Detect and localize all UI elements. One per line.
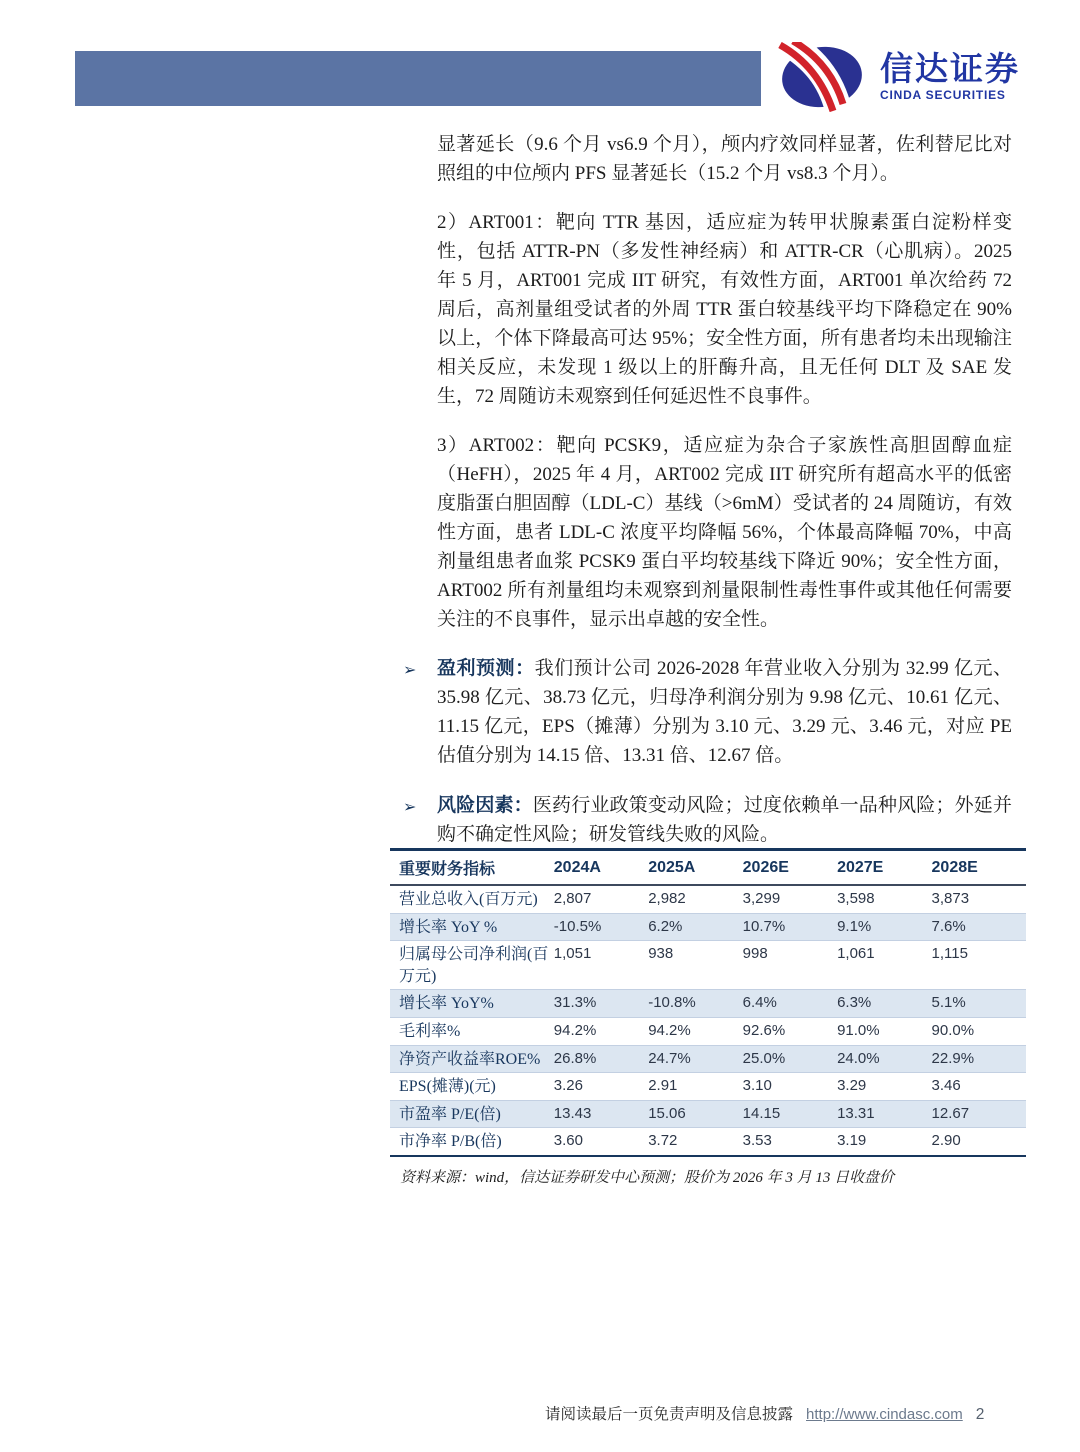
- footer-disclaimer: 请阅读最后一页免责声明及信息披露: [545, 1406, 794, 1423]
- cell-value: 1,051: [554, 941, 648, 990]
- bullet-profit-forecast: [403, 654, 1012, 770]
- cell-value: -10.8%: [648, 990, 742, 1018]
- cell-value: 2.90: [932, 1128, 1026, 1156]
- bullet-risk-factors: [403, 791, 1012, 849]
- table-row: [390, 1128, 1026, 1156]
- cell-value: 14.15: [743, 1100, 837, 1128]
- table-row: [390, 885, 1026, 913]
- table-row: [390, 1045, 1026, 1073]
- cell-value: 12.67: [932, 1100, 1026, 1128]
- paragraph-continuation: 显著延长（9.6 个月 vs6.9 个月），颅内疗效同样显著，佐利替尼比对照组的中位颅内 PFS 显著延长（15.2 个月 vs8.3 个月）。: [437, 134, 1012, 184]
- row-label: 增长率 YoY %: [390, 913, 554, 941]
- column-header: 2028E: [932, 850, 1026, 886]
- cell-value: -10.5%: [554, 913, 648, 941]
- cell-value: 2.91: [648, 1073, 742, 1101]
- cell-value: 9.1%: [837, 913, 931, 941]
- table-row: [390, 913, 1026, 941]
- row-label: 营业总收入(百万元): [390, 885, 554, 913]
- cell-value: 3.53: [743, 1128, 837, 1156]
- column-header: 2027E: [837, 850, 931, 886]
- cell-value: 91.0%: [837, 1017, 931, 1045]
- column-header: 2025A: [648, 850, 742, 886]
- cell-value: 94.2%: [648, 1017, 742, 1045]
- cell-value: 6.2%: [648, 913, 742, 941]
- cell-value: 3.29: [837, 1073, 931, 1101]
- table-row: [390, 1073, 1026, 1101]
- cell-value: 6.3%: [837, 990, 931, 1018]
- column-header: 2024A: [554, 850, 648, 886]
- table-row: [390, 1100, 1026, 1128]
- bullet-arrow-icon: ➢: [403, 660, 417, 679]
- column-header: 重要财务指标: [390, 850, 554, 886]
- cell-value: 94.2%: [554, 1017, 648, 1045]
- paragraph-art001: 2）ART001：靶向 TTR 基因，适应症为转甲状腺素蛋白淀粉样变性，包括 ATTR-PN（多发性神经病）和 ATTR-CR（心肌病）。2025 年 5 月，ART001 完成 IIT 研究，有效性方面，ART001 单次给药 72 周后，高剂量组受试者的外周 TTR 蛋白较基线平均下降稳定在 90%以上，个体下降最高可达 95%；安全性方面，所有患者均未出现输注相关反应，未发现 1 级以上的肝酶升高，且无任何 DLT 及 SAE 发生，72 周随访未观察到任何延迟性不良事件。: [437, 212, 1012, 407]
- footer-url-link[interactable]: http://www.cindasc.com: [806, 1406, 963, 1423]
- cell-value: 26.8%: [554, 1045, 648, 1073]
- brand-text: [880, 42, 1020, 102]
- row-label: 市盈率 P/E(倍): [390, 1100, 554, 1128]
- financial-table: [390, 848, 1026, 1157]
- table-row: [390, 941, 1026, 990]
- cell-value: 10.7%: [743, 913, 837, 941]
- financial-table-section: [390, 848, 1026, 1187]
- cinda-logo-icon: [774, 42, 866, 112]
- page-number: 2: [975, 1406, 985, 1423]
- cell-value: 3.26: [554, 1073, 648, 1101]
- cell-value: 7.6%: [932, 913, 1026, 941]
- cell-value: 13.31: [837, 1100, 931, 1128]
- cell-value: 3,299: [743, 885, 837, 913]
- cell-value: 5.1%: [932, 990, 1026, 1018]
- cell-value: 2,982: [648, 885, 742, 913]
- cell-value: 24.0%: [837, 1045, 931, 1073]
- cell-value: 998: [743, 941, 837, 990]
- cell-value: 22.9%: [932, 1045, 1026, 1073]
- cell-value: 90.0%: [932, 1017, 1026, 1045]
- bullet-arrow-icon: ➢: [403, 797, 417, 816]
- page-footer: [545, 1402, 984, 1424]
- bullet-lead: 盈利预测：: [437, 658, 535, 679]
- cell-value: 3.10: [743, 1073, 837, 1101]
- table-source-note: 资料来源：wind，信达证券研发中心预测；股价为 2026 年 3 月 13 日收盘价: [400, 1169, 895, 1186]
- row-label: 毛利率%: [390, 1017, 554, 1045]
- cell-value: 92.6%: [743, 1017, 837, 1045]
- cell-value: 3,598: [837, 885, 931, 913]
- cell-value: 24.7%: [648, 1045, 742, 1073]
- brand-name-cn: 信达证券: [880, 50, 1020, 87]
- row-label: 归属母公司净利润(百万元): [390, 941, 554, 990]
- cell-value: 3.19: [837, 1128, 931, 1156]
- cell-value: 2,807: [554, 885, 648, 913]
- row-label: EPS(摊薄)(元): [390, 1073, 554, 1101]
- cell-value: 938: [648, 941, 742, 990]
- column-header: 2026E: [743, 850, 837, 886]
- header-bar: [75, 51, 761, 106]
- cell-value: 13.43: [554, 1100, 648, 1128]
- cell-value: 15.06: [648, 1100, 742, 1128]
- cell-value: 3.46: [932, 1073, 1026, 1101]
- row-label: 净资产收益率ROE%: [390, 1045, 554, 1073]
- table-row: [390, 1017, 1026, 1045]
- bullet-lead: 风险因素：: [437, 795, 533, 816]
- cell-value: 6.4%: [743, 990, 837, 1018]
- paragraph-art002: 3）ART002：靶向 PCSK9，适应症为杂合子家族性高胆固醇血症（HeFH），2025 年 4 月，ART002 完成 IIT 研究所有超高水平的低密度脂蛋白胆固醇（LDL-C）基线（>6mM）受试者的 24 周随访，有效性方面，患者 LDL-C 浓度平均降幅 56%，个体最高降幅 70%，中高剂量组患者血浆 PCSK9 蛋白平均较基线下降近 90%；安全性方面，ART002 所有剂量组均未观察到剂量限制性毒性事件或其他任何需要关注的不良事件，显示出卓越的安全性。: [437, 435, 1012, 630]
- row-label: 市净率 P/B(倍): [390, 1128, 554, 1156]
- cell-value: 25.0%: [743, 1045, 837, 1073]
- table-header-row: [390, 850, 1026, 886]
- cell-value: 3,873: [932, 885, 1026, 913]
- bullet-text: 我们预计公司 2026-2028 年营业收入分别为 32.99 亿元、35.98 亿元、38.73 亿元，归母净利润分别为 9.98 亿元、10.61 亿元、11.15 亿元，EPS（摊薄）分别为 3.10 元、3.29 元、3.46 元，对应 PE 估值分别为 14.15 倍、13.31 倍、12.67 倍。: [437, 658, 1012, 766]
- brand-name-en: CINDA SECURITIES: [880, 88, 1006, 102]
- row-label: 增长率 YoY%: [390, 990, 554, 1018]
- cell-value: 3.60: [554, 1128, 648, 1156]
- table-row: [390, 990, 1026, 1018]
- cell-value: 3.72: [648, 1128, 742, 1156]
- bullet-text: 医药行业政策变动风险；过度依赖单一品种风险；外延并购不确定性风险；研发管线失败的风险。: [437, 795, 1012, 845]
- cell-value: 31.3%: [554, 990, 648, 1018]
- brand-logo: [774, 42, 1020, 112]
- cell-value: 1,061: [837, 941, 931, 990]
- cell-value: 1,115: [932, 941, 1026, 990]
